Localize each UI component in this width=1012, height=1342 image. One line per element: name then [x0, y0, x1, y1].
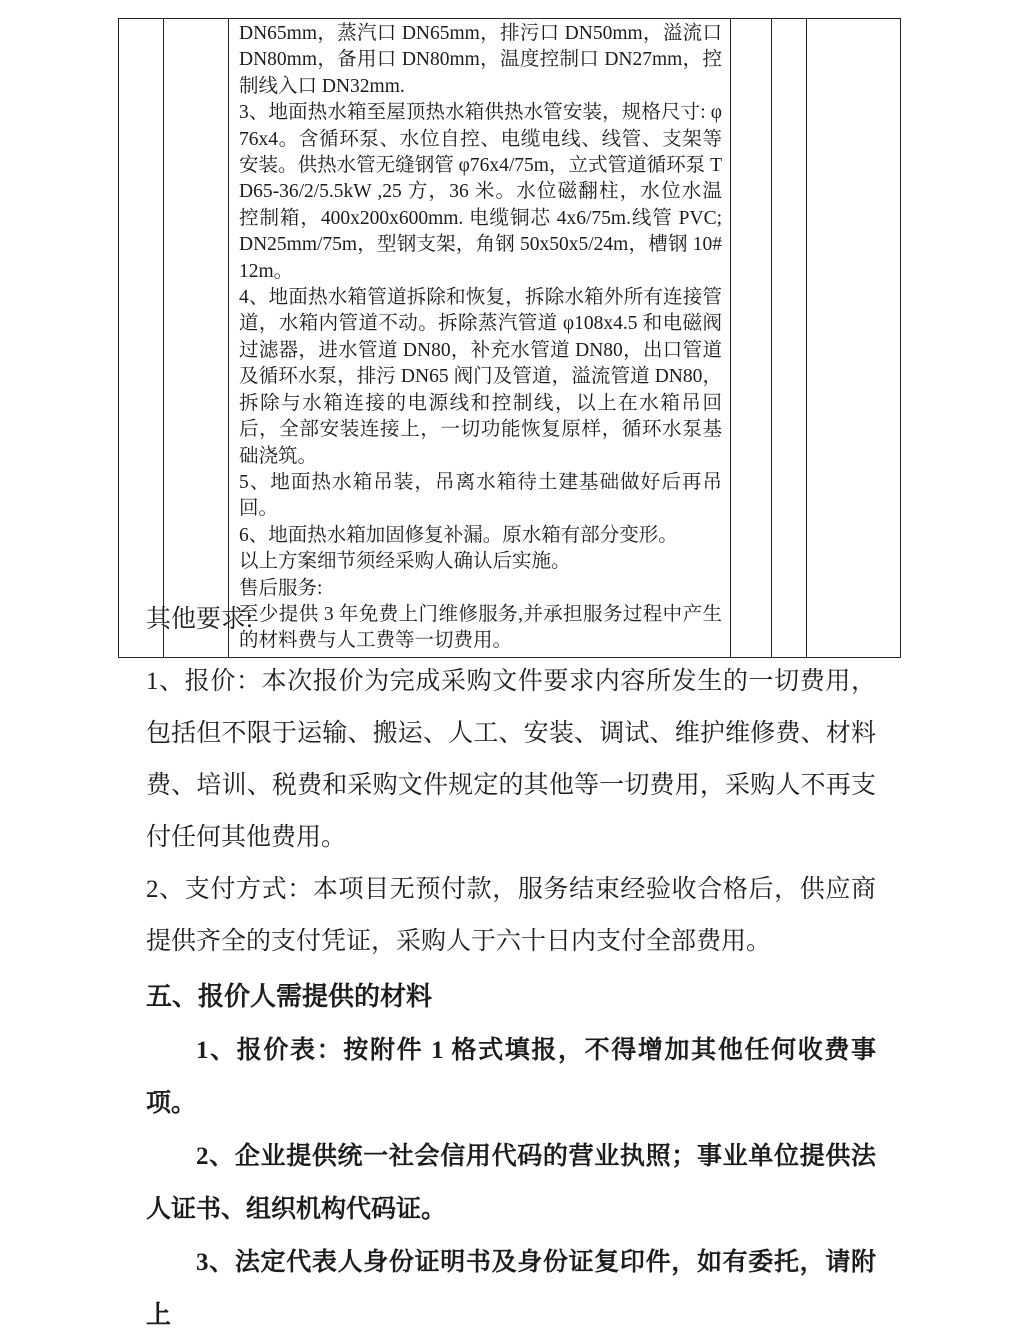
table-cell-spec-text — [229, 19, 731, 658]
spec-paragraph-item-4: 4、地面热水箱管道拆除和恢复，拆除水箱外所有连接管道，水箱内管道不动。拆除蒸汽管道 φ108x4.5 和电磁阀过滤器，进水管道 DN80，补充水管道 DN80，出口管道及循环水泵，排污 DN65 阀门及管道，溢流管道 DN80，拆除与水箱连接的电源线和控制线，以上在水箱吊回后，全部安装连接上，一切功能恢复原样，循环水泵基础浇筑。 — [239, 287, 722, 467]
spec-paragraph-after-sales-detail: 至少提供 3 年免费上门维修服务,并承担服务过程中产生的材料费与人工费等一切费用。 — [239, 603, 722, 652]
section5-item-business-license: 2、企业提供统一社会信用代码的营业执照；事业单位提供法人证书、组织机构代码证。 — [146, 1143, 876, 1223]
table-cell-empty-2 — [164, 19, 229, 658]
table-cell-empty-4 — [772, 19, 807, 658]
body-section — [146, 578, 876, 1342]
table-cell-empty-3 — [731, 19, 772, 658]
section5-item-quote-form: 1、报价表：按附件 1 格式填报，不得增加其他任何收费事项。 — [146, 1037, 876, 1117]
table-cell-empty-1 — [119, 19, 164, 658]
spec-table — [118, 18, 901, 658]
requirement-item-price: 1、报价：本次报价为完成采购文件要求内容所发生的一切费用，包括但不限于运输、搬运、人工、安装、调试、维护维修费、材料费、培训、税费和采购文件规定的其他等一切费用，采购人不再支付任何其他费用。 — [146, 668, 876, 851]
spec-paragraph-after-sales-label: 售后服务: — [239, 577, 323, 599]
spec-paragraph-item-3: 3、地面热水箱至屋顶热水箱供热水管安装，规格尺寸: φ76x4。含循环泵、水位自控、电缆电线、线管、支架等安装。供热水管无缝钢管 φ76x4/75m，立式管道循环泵 TD65-36/2/5.5kW ,25 方，36 米。水位磁翻柱，水位水温控制箱，400x200x600mm. 电缆铜芯 4x6/75m.线管 PVC;DN25mm/75m，型钢支架，角钢 50x50x5/24m，槽钢 10#12m。 — [239, 102, 722, 282]
other-requirements-label: 其他要求: — [146, 606, 253, 633]
table-cell-empty-5 — [807, 19, 901, 658]
spec-paragraph-continuation: DN65mm，蒸汽口 DN65mm，排污口 DN50mm，溢流口 DN80mm，备用口 DN80mm，温度控制口 DN27mm，控制线入口 DN32mm. — [239, 23, 722, 97]
spec-table-row — [119, 19, 901, 658]
spec-paragraph-confirmation-note: 以上方案细节须经采购人确认后实施。 — [239, 551, 571, 573]
section5-item-legal-rep-id: 3、法定代表人身份证明书及身份证复印件，如有委托，请附上 — [146, 1249, 876, 1329]
spec-paragraph-item-5: 5、地面热水箱吊装，吊离水箱待土建基础做好后再吊回。 — [239, 471, 722, 520]
section5-heading: 五、报价人需提供的材料 — [146, 981, 433, 1011]
requirement-item-payment: 2、支付方式：本项目无预付款，服务结束经验收合格后，供应商提供齐全的支付凭证，采购人于六十日内支付全部费用。 — [146, 876, 876, 955]
spec-paragraph-item-6: 6、地面热水箱加固修复补漏。原水箱有部分变形。 — [239, 524, 678, 546]
